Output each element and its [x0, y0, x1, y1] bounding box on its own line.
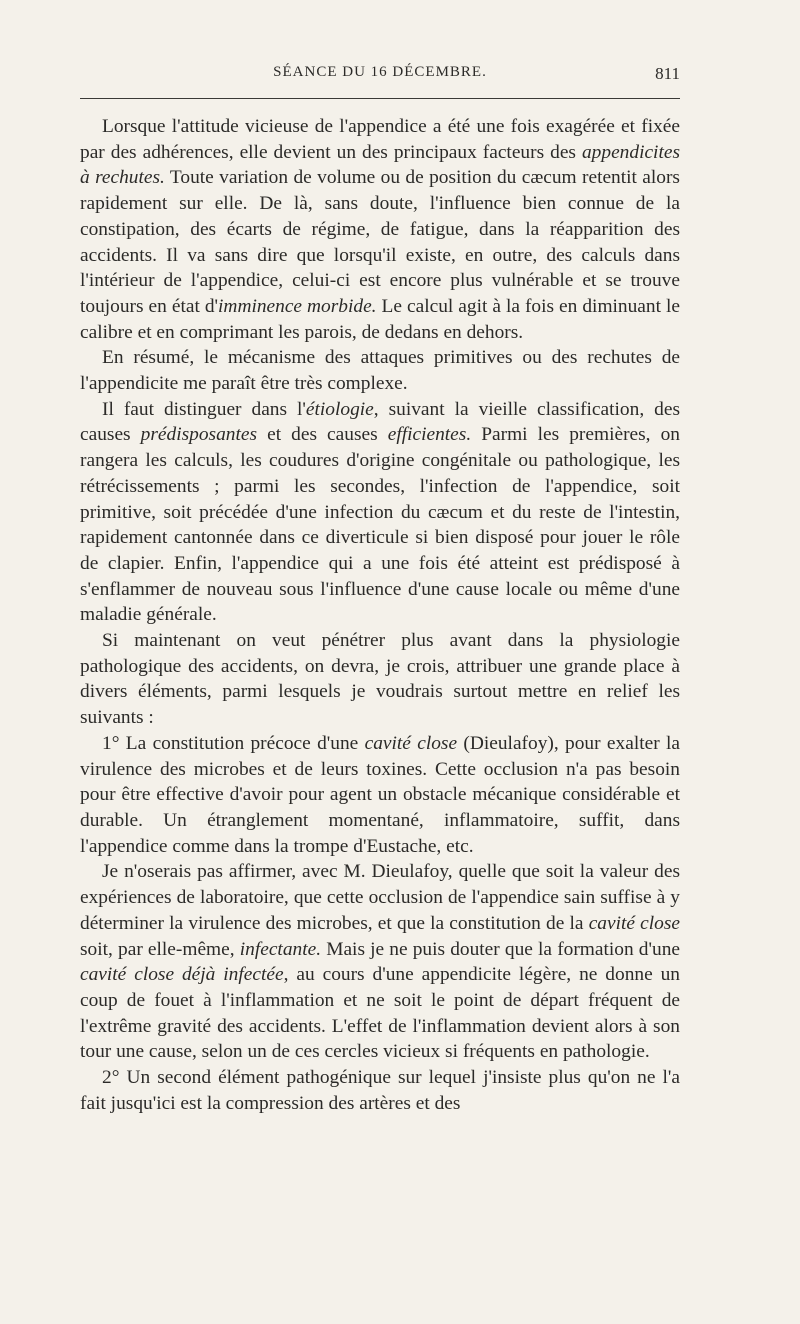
text-run: 1° La constitution précoce d'une [102, 732, 365, 754]
text-run: Je n'oserais pas affirmer, avec M. Dieulafoy, quelle que soit la valeur des expériences de laboratoire, que cette occlusion de l'appendice sain suffise à y déterminer la virulence des microbes, et que la constitution de la [80, 861, 680, 934]
paragraph [80, 859, 680, 1065]
text-run: , suivant la vieille classification, des causes [80, 398, 680, 446]
paragraph [80, 114, 680, 345]
text-run: Parmi les premières, on rangera les calculs, les coudures d'origine congénitale ou pathologique, les rétrécissements ; parmi les secondes, l'infection de l'appendice, soit primitive, soit précédée d'une infection du cæcum et du reste de l'intestin, rapidement cantonnée dans ce diverticule si bien disposé pour jouer le rôle de clapier. Enfin, l'appendice qui a une fois été atteint est prédisposé à s'enflammer de nouveau sous l'influence d'une cause locale ou même d'une maladie générale. [80, 424, 680, 626]
page-header [80, 64, 680, 88]
text-run: soit, par elle-même, [80, 938, 240, 960]
italic-run: efficientes. [387, 424, 472, 446]
italic-run: cavité close [364, 732, 458, 754]
text-run: (Dieulafoy), pour exalter la virulence des microbes et de leurs toxines. Cette occlusion n'a pas besoin pour être effective d'avoir pour agent un obstacle mécanique considérable et durable. Un étranglement momentané, inflammatoire, suffit, dans l'appendice comme dans la trompe d'Eustache, etc. [80, 732, 680, 857]
page-number: 811 [655, 64, 680, 83]
italic-run: cavité close [588, 912, 680, 934]
running-title: SÉANCE DU 16 DÉCEMBRE. [273, 64, 487, 80]
paragraph [80, 1065, 680, 1116]
italic-run: prédisposantes [140, 424, 258, 446]
text-run: Le calcul agit à la fois en diminuant le calibre et en comprimant les parois, de dedans en dehors. [80, 295, 680, 343]
italic-run: étiologie [305, 398, 374, 420]
paragraph [80, 628, 680, 731]
header-rule [80, 98, 680, 99]
italic-run: imminence morbide. [218, 295, 377, 317]
text-run: 2° Un second élément pathogénique sur lequel j'insiste plus qu'on ne l'a fait jusqu'ici est la compression des artères et des [80, 1067, 680, 1114]
body-text [80, 114, 680, 1116]
text-run: En résumé, le mécanisme des attaques primitives ou des rechutes de l'appendicite me paraît être très complexe. [80, 347, 680, 395]
text-run: et des causes [257, 424, 388, 446]
text-run: , au cours d'une appendicite légère, ne donne un coup de fouet à l'inflammation et ne soit le point de départ fréquent de l'extrême gravité des accidents. L'effet de l'inflammation devient alors à son tour une cause, selon un de ces cercles vicieux si fréquents en pathologie. [80, 964, 681, 1063]
italic-run: infectante. [239, 938, 322, 960]
text-run: Si maintenant on veut pénétrer plus avant dans la physiologie pathologique des accidents, on devra, je crois, attribuer une grande place à divers éléments, parmi lesquels je voudrais surtout mettre en relief les suivants : [80, 630, 680, 729]
paragraph [80, 397, 680, 628]
italic-run: appendicites à rechutes. [80, 141, 680, 189]
text-run: Il faut distinguer dans l' [102, 398, 306, 420]
paragraph [80, 731, 680, 860]
text-run: Mais je ne puis douter que la formation d'une [321, 938, 680, 960]
text-run: Lorsque l'attitude vicieuse de l'appendice a été une fois exagérée et fixée par des adhérences, elle devient un des principaux facteurs des [80, 116, 680, 163]
paragraph [80, 345, 680, 396]
italic-run: cavité close déjà infectée [80, 964, 284, 986]
text-run: Toute variation de volume ou de position du cæcum retentit alors rapidement sur elle. De là, sans doute, l'influence bien connue de la constipation, des écarts de régime, de fatigue, dans la réapparition des accidents. Il va sans dire que lorsqu'il existe, en outre, des calculs dans l'intérieur de l'appendice, celui-ci est encore plus vulnérable et se trouve toujours en état d' [80, 167, 680, 317]
